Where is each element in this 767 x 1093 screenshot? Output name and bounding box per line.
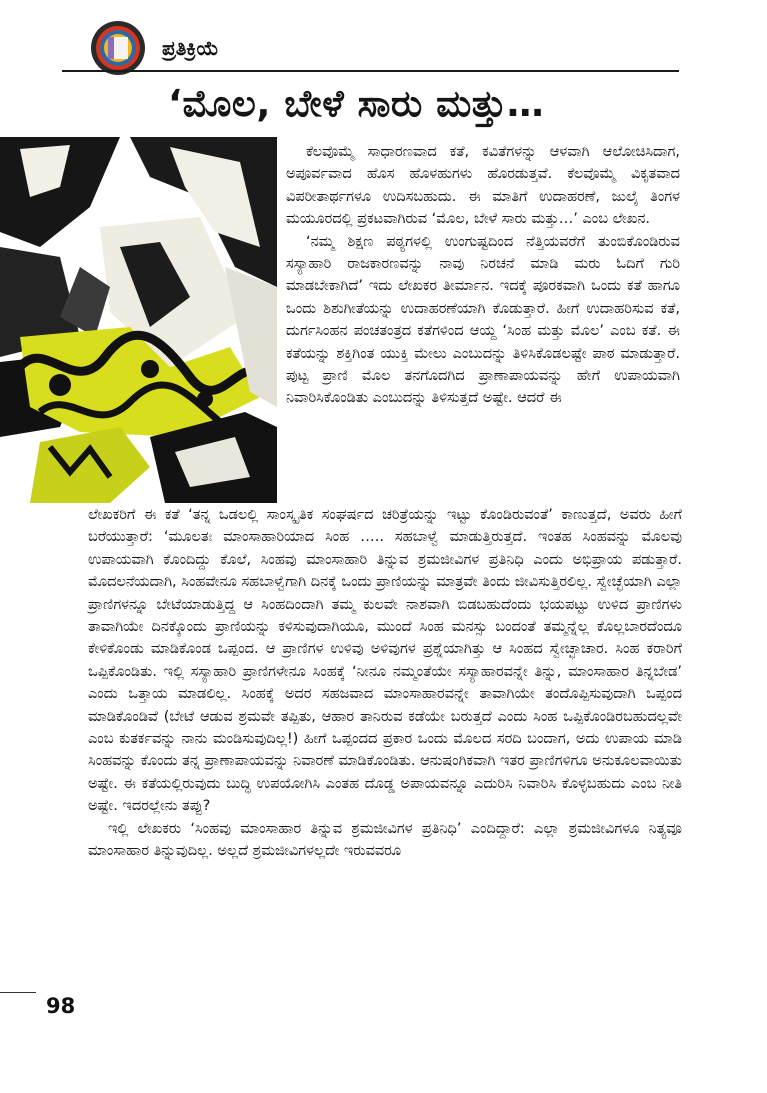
magazine-logo-icon [90, 20, 146, 76]
abstract-artwork-illustration [0, 137, 277, 503]
paragraph: ಇಲ್ಲಿ ಲೇಖಕರು ‘ಸಿಂಹವು ಮಾಂಸಾಹಾರ ತಿನ್ನುವ ಶ್ರಮಜೀವಿಗಳ ಪ್ರತಿನಿಧಿ’ ಎಂದಿದ್ದಾರೆ: ಎಲ್ಲಾ ಶ್ರಮಜೀವಿಗಳೂ ನಿತ್ಯವೂ ಮಾಂಸಾಹಾರ ತಿನ್ನುವುದಿಲ್ಲ. ಅಲ್ಲದೆ ಶ್ರಮಜೀವಿಗಳಲ್ಲದೇ ಇರುವವರೂ [88, 820, 682, 860]
page-number: 98 [46, 994, 76, 1018]
header-rule [62, 70, 679, 72]
footer-rule [0, 992, 36, 993]
section-label: ಪ್ರತಿಕ್ರಿಯೆ [162, 36, 219, 60]
paragraph: ‘ನಮ್ಮ ಶಿಕ್ಷಣ ಪಠ್ಯಗಳಲ್ಲಿ ಉಂಗುಷ್ಟದಿಂದ ನೆತ್ತಿಯವರೆಗೆ ತುಂಬಿಕೊಂಡಿರುವ ಸಸ್ಯಾಹಾರಿ ರಾಜಕಾರಣವನ್ನು ನಾವು ನಿರಚನೆ ಮಾಡಿ ಮರು ಓದಿಗೆ ಗುರಿ ಮಾಡಬೇಕಾಗಿದೆ’ ಇದು ಲೇಖಕರ ತೀರ್ಮಾನ. ಇದಕ್ಕೆ ಪೂರಕವಾಗಿ ಒಂದು ಕತೆ ಹಾಗೂ ಒಂದು ಶಿಶುಗೀತೆಯನ್ನು ಉದಾಹರಣೆಯಾಗಿ ಕೊಡುತ್ತಾರೆ. ಹೀಗೆ ಉದಾಹರಿಸುವ ಕತೆ, ದುರ್ಗಸಿಂಹನ ಪಂಚತಂತ್ರದ ಕತೆಗಳಿಂದ ಆಯ್ದ ‘ಸಿಂಹ ಮತ್ತು ಮೊಲ’ ಎಂಬ ಕತೆ. ಈ ಕತೆಯನ್ನು ಶಕ್ತಿಗಿಂತ ಯುಕ್ತಿ ಮೇಲು ಎಂಬುದನ್ನು ತಿಳಿಸಿಕೊಡಲಷ್ಟೇ ಪಾಠ ಮಾಡುತ್ತಾರೆ. ಪುಟ್ಟ ಪ್ರಾಣಿ ಮೊಲ ತನಗೊದಗಿದ ಪ್ರಾಣಾಪಾಯವನ್ನು ಹೇಗೆ ಉಪಾಯವಾಗಿ ನಿವಾರಿಸಿಕೊಂಡಿತು ಎಂಬುದನ್ನು ತಿಳಿಸುತ್ತದೆ ಅಷ್ಟೇ. ಆದರೆ ಈ [286, 233, 680, 407]
paragraph: ಲೇಖಕರಿಗೆ ಈ ಕತೆ ‘ತನ್ನ ಒಡಲಲ್ಲಿ ಸಾಂಸ್ಕೃತಿಕ ಸಂಘರ್ಷದ ಚರಿತ್ರೆಯನ್ನು ಇಟ್ಟು ಕೊಂಡಿರುವಂತೆ’ ಕಾಣುತ್ತದೆ, ಅವರು ಹೀಗೆ ಬರೆಯುತ್ತಾರೆ: ‘ಮೂಲತಃ ಮಾಂಸಾಹಾರಿಯಾದ ಸಿಂಹ ….. ಸಹಬಾಳ್ವೆ ಮಾಡುತ್ತಿರುತ್ತದೆ. ಇಂತಹ ಸಿಂಹವನ್ನು ಮೊಲವು ಉಪಾಯವಾಗಿ ಕೊಂದಿದ್ದು ಕೊಲೆ, ಸಿಂಹವು ಮಾಂಸಾಹಾರಿ ತಿನ್ನುವ ಶ್ರಮಜೀವಿಗಳ ಪ್ರತಿನಿಧಿ ಎಂದು ಅಭಿಪ್ರಾಯ ಪಡುತ್ತಾರೆ. ಮೊದಲನೆಯದಾಗಿ, ಸಿಂಹವೇನೂ ಸಹಬಾಳ್ವೆಗಾಗಿ ದಿನಕ್ಕೆ ಒಂದು ಪ್ರಾಣಿಯನ್ನು ಮಾತ್ರವೇ ತಿಂದು ಜೀವಿಸುತ್ತಿರಲಿಲ್ಲ. ಸ್ವೇಚ್ಛೆಯಾಗಿ ಎಲ್ಲಾ ಪ್ರಾಣಿಗಳನ್ನೂ ಬೇಟೆಯಾಡುತ್ತಿದ್ದ ಆ ಸಿಂಹದಿಂದಾಗಿ ತಮ್ಮ ಕುಲವೇ ನಾಶವಾಗಿ ಬಿಡಬಹುದೆಂದು ಭಯಪಟ್ಟು ಉಳಿದ ಪ್ರಾಣಿಗಳು ತಾವಾಗಿಯೇ ದಿನಕ್ಕೊಂದು ಪ್ರಾಣಿಯನ್ನು ಕಳಿಸುವುದಾಗಿಯೂ, ಮುಂದೆ ಸಿಂಹ ಮನಸ್ಸು ಬಂದಂತೆ ತಮ್ಮನ್ನೆಲ್ಲ ಕೊಲ್ಲಬಾರದೆಂದೂ ಕೇಳಿಕೊಂಡು ಮಾಡಿಕೊಂಡ ಒಪ್ಪಂದ. ಆ ಪ್ರಾಣಿಗಳ ಉಳಿವು ಅಳಿವುಗಳ ಪ್ರಶ್ನೆಯಾಗಿತ್ತು ಆ ಸಿಂಹದ ಸ್ವೇಚ್ಛಾಚಾರ. ಸಿಂಹ ಕರಾರಿಗೆ ಒಪ್ಪಿಕೊಂಡಿತು. ಇಲ್ಲಿ ಸಸ್ಯಾಹಾರಿ ಪ್ರಾಣಿಗಳೇನೂ ಸಿಂಹಕ್ಕೆ ‘ನೀನೂ ನಮ್ಮಂತೆಯೇ ಸಸ್ಯಾಹಾರವನ್ನೇ ತಿನ್ನು, ಮಾಂಸಾಹಾರ ತಿನ್ನಬೇಡ’ ಎಂದು ಒತ್ತಾಯ ಮಾಡಲಿಲ್ಲ. ಸಿಂಹಕ್ಕೆ ಅದರ ಸಹಜವಾದ ಮಾಂಸಾಹಾರವನ್ನೇ ತಾವಾಗಿಯೇ ತಂದೊಪ್ಪಿಸುವುದಾಗಿ ಒಪ್ಪಂದ ಮಾಡಿಕೊಂಡಿವೆ (ಬೇಟೆ ಆಡುವ ಶ್ರಮವೇ ತಪ್ಪಿತು, ಆಹಾರ ತಾನಿರುವ ಕಡೆಯೇ ಬರುತ್ತದೆ ಎಂದು ಸಿಂಹ ಒಪ್ಪಿಕೊಂಡಿರಬಹುದಲ್ಲವೇ ಎಂಬ ಕುತರ್ಕವನ್ನು ನಾನು ಮಂಡಿಸುವುದಿಲ್ಲ!) ಹೀಗೆ ಒಪ್ಪಂದದ ಪ್ರಕಾರ ಒಂದು ಮೊಲದ ಸರದಿ ಬಂದಾಗ, ಅದು ಉಪಾಯ ಮಾಡಿ ಸಿಂಹವನ್ನು ಕೊಂದು ತನ್ನ ಪ್ರಾಣಾಪಾಯವನ್ನು ನಿವಾರಣೆ ಮಾಡಿಕೊಂಡಿತು. ಆನುಷಂಗಿಕವಾಗಿ ಇತರ ಪ್ರಾಣಿಗಳಿಗೂ ಅನುಕೂಲವಾಯಿತು ಅಷ್ಟೇ. ಈ ಕತೆಯಲ್ಲಿರುವುದು ಬುದ್ಧಿ ಉಪಯೋಗಿಸಿ ಎಂತಹ ದೊಡ್ಡ ಅಪಾಯವನ್ನೂ ಎದುರಿಸಿ ನಿವಾರಿಸಿ ಕೊಳ್ಳಬಹುದು ಎಂಬ ನೀತಿ ಅಷ್ಟೇ. ಇದರಲ್ಲೇನು ತಪ್ಪು? [88, 507, 682, 815]
article-body-text [88, 504, 682, 863]
article-title: ‘ಮೊಲ, ಬೇಳೆ ಸಾರು ಮತ್ತು… [168, 82, 545, 125]
article-column-text [286, 141, 680, 410]
paragraph: ಕೆಲವೊಮ್ಮೆ ಸಾಧಾರಣವಾದ ಕತೆ, ಕವಿತೆಗಳನ್ನು ಆಳವಾಗಿ ಆಲೋಚಿಸಿದಾಗ, ಅಪೂರ್ವವಾದ ಹೊಸ ಹೊಳಹುಗಳು ಹೊರಡುತ್ತವೆ. ಕೆಲವೊಮ್ಮೆ ವಿಕೃತವಾದ ವಿಪರೀತಾರ್ಥಗಳೂ ಉದಿಸಬಹುದು. ಈ ಮಾತಿಗೆ ಉದಾಹರಣೆ, ಜುಲೈ ತಿಂಗಳ ಮಯೂರದಲ್ಲಿ ಪ್ರಕಟವಾಗಿರುವ ‘ಮೊಲ, ಬೇಳೆ ಸಾರು ಮತ್ತು…’ ಎಂಬ ಲೇಖನ. [286, 144, 680, 228]
